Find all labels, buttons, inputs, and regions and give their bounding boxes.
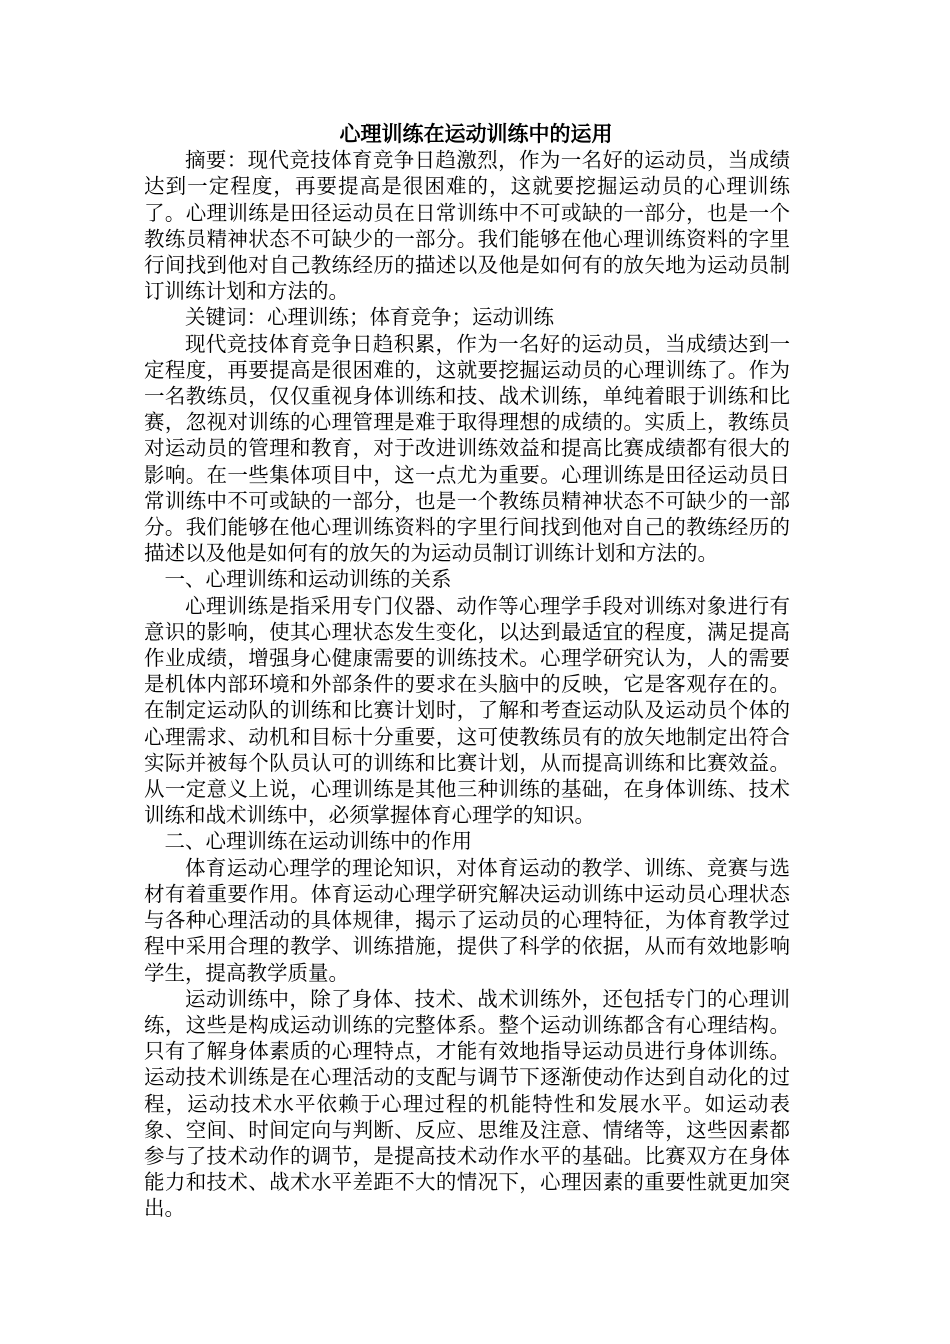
document-body (144, 121, 790, 1222)
document-title: 心理训练在运动训练中的运用 (339, 121, 613, 146)
keywords-line: 关键词：心理训练；体育竞争；运动训练 (185, 305, 554, 330)
section-2-heading: 二、心理训练在运动训练中的作用 (164, 829, 472, 854)
intro-paragraph: 现代竞技体育竞争日趋积累，作为一名好的运动员，当成绩达到一定程度，再要提高是很困难的，这就要挖掘运动员的心理训练了。作为一名教练员，仅仅重视身体训练和技、战术训练，单纯着眼于训练和比赛，忽视对训练的心理管理是难于取得理想的成绩的。实质上，教练员对运动员的管理和教育，对于改进训练效益和提高比赛成绩都有很大的影响。在一些集体项目中，这一点尤为重要。心理训练是田径运动员日常训练中不可或缺的一部分，也是一个教练员精神状态不可缺少的一部分。我们能够在他心理训练资料的字里行间找到他对自己的教练经历的描述以及他是如何有的放矢的为运动员制订训练计划和方法的。 (144, 331, 790, 566)
section-2-paragraph-2: 运动训练中，除了身体、技术、战术训练外，还包括专门的心理训练，这些是构成运动训练的完整体系。整个运动训练都含有心理结构。只有了解身体素质的心理特点，才能有效地指导运动员进行身体训练。运动技术训练是在心理活动的支配与调节下逐渐使动作达到自动化的过程，运动技术水平依赖于心理过程的机能特性和发展水平。如运动表象、空间、时间定向与判断、反应、思维及注意、情绪等，这些因素都参与了技术动作的调节，是提高技术动作水平的基础。比赛双方在身体能力和技术、战术水平差距不大的情况下，心理因素的重要性就更加突出。 (144, 986, 790, 1221)
section-2-paragraph-1: 体育运动心理学的理论知识，对体育运动的教学、训练、竞赛与选材有着重要作用。体育运动心理学研究解决运动训练中运动员心理状态与各种心理活动的具体规律，揭示了运动员的心理特征，为体育教学过程中采用合理的教学、训练措施，提供了科学的依据，从而有效地影响学生，提高教学质量。 (144, 855, 790, 985)
abstract-paragraph: 摘要：现代竞技体育竞争日趋激烈，作为一名好的运动员，当成绩达到一定程度，再要提高是很困难的，这就要挖掘运动员的心理训练了。心理训练是田径运动员在日常训练中不可或缺的一部分，也是一个教练员精神状态不可缺少的一部分。我们能够在他心理训练资料的字里行间找到他对自己教练经历的描述以及他是如何有的放矢地为运动员制订训练计划和方法的。 (144, 148, 790, 304)
section-1-paragraph: 心理训练是指采用专门仪器、动作等心理学手段对训练对象进行有意识的影响，使其心理状态发生变化，以达到最适宜的程度，满足提高作业成绩，增强身心健康需要的训练技术。心理学研究认为，人的需要是机体内部环境和外部条件的要求在头脑中的反映，它是客观存在的。在制定运动队的训练和比赛计划时，了解和考查运动队及运动员个体的心理需求、动机和目标十分重要，这可使教练员有的放矢地制定出符合实际并被每个队员认可的训练和比赛计划，从而提高训练和比赛效益。从一定意义上说，心理训练是其他三种训练的基础，在身体训练、技术训练和战术训练中，必须掌握体育心理学的知识。 (144, 593, 790, 828)
section-1-heading: 一、心理训练和运动训练的关系 (164, 567, 452, 592)
